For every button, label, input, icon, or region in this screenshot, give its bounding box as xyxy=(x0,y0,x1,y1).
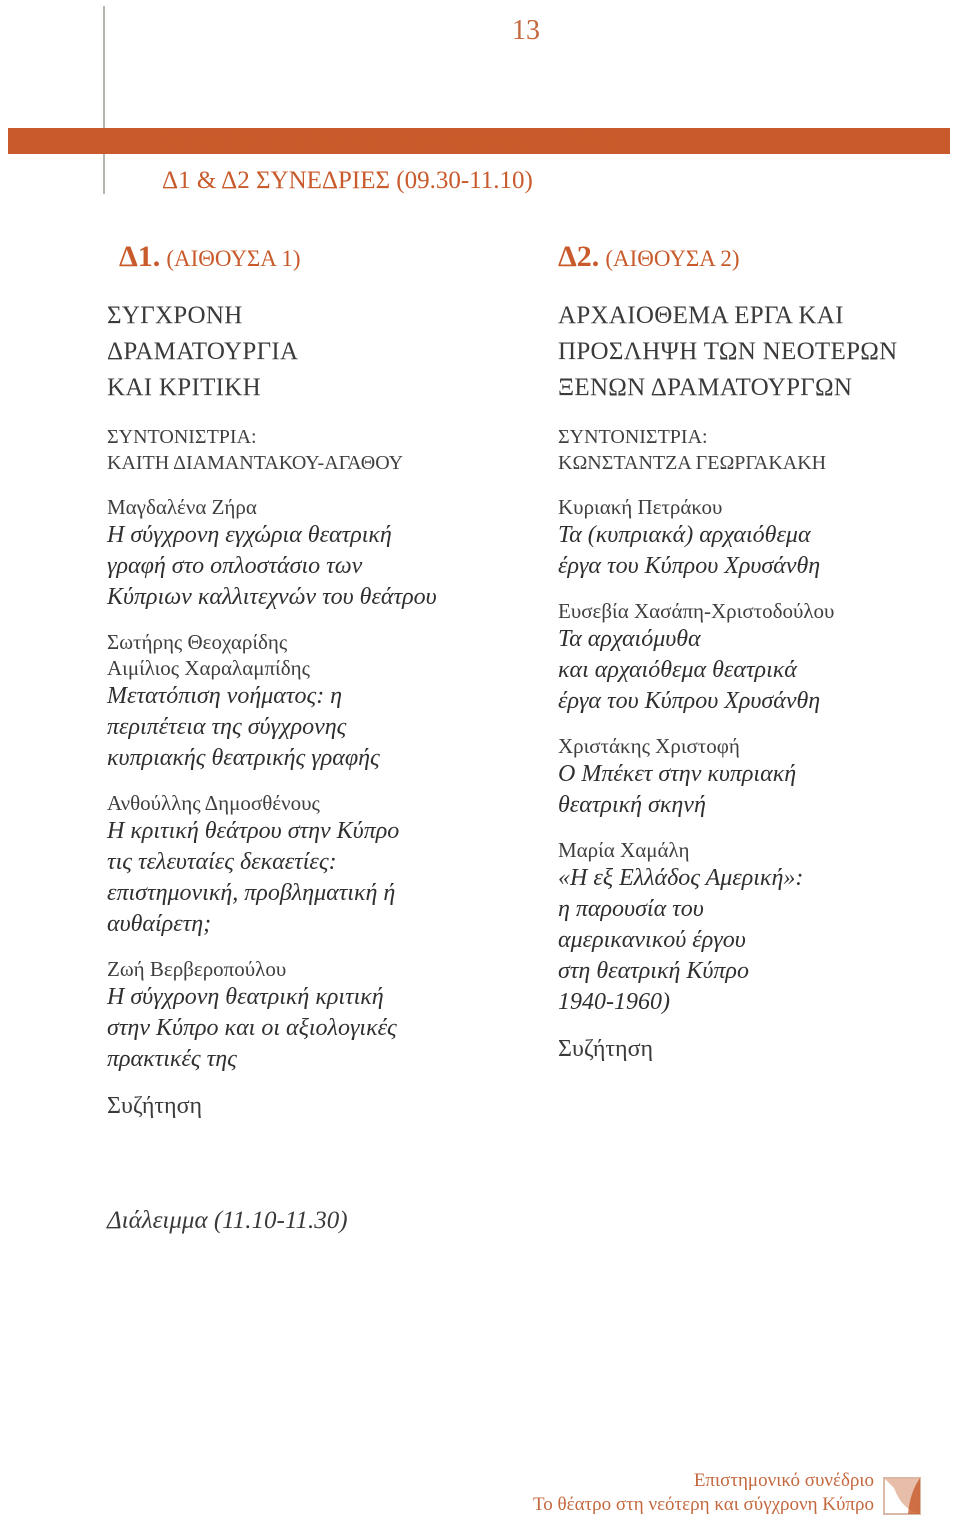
paper-title-line: Η σύγχρονη θεατρική κριτική xyxy=(107,984,384,1010)
speaker-name: Ζωή Βερβεροπούλου xyxy=(107,957,287,981)
theme-line: ΚΑΙ ΚΡΙΤΙΚΗ xyxy=(107,374,261,401)
paper-title-line: Τα αρχαιόμυθα xyxy=(558,626,701,652)
paper-title-line: τις τελευταίες δεκαετίες: xyxy=(107,849,337,875)
paper-title-line: Η σύγχρονη εγχώρια θεατρική xyxy=(107,522,392,548)
theme-line: ΞΕΝΩΝ ΔΡΑΜΑΤΟΥΡΓΩΝ xyxy=(558,374,853,401)
paper-title-line: και αρχαιόθεμα θεατρικά xyxy=(558,657,797,683)
theme-line: ΔΡΑΜΑΤΟΥΡΓΙΑ xyxy=(107,338,299,365)
day-title: 3η ΜΕΡΑ: ΚΥΡΙΑΚΗ, 1 ΝΟΕΜΒΡΙΟΥ 2015 xyxy=(160,127,619,154)
talk-item xyxy=(558,598,958,717)
talk-item xyxy=(107,956,507,1075)
coordinator-label: ΣΥΝΤΟΝΙΣΤΡΙΑ: xyxy=(107,426,257,448)
coordinator-block xyxy=(558,424,958,476)
theme-line: ΠΡΟΣΛΗΨΗ ΤΩΝ ΝΕΟΤΕΡΩΝ xyxy=(558,338,898,365)
paper-title-line: θεατρική σκηνή xyxy=(558,792,706,818)
session-d1-heading xyxy=(119,240,507,274)
paper-title-line: κυπριακής θεατρικής γραφής xyxy=(107,745,380,771)
speaker-name: Ανθούλλης Δημοσθένους xyxy=(107,791,320,815)
paper-title-line: Μετατόπιση νοήματος: η xyxy=(107,683,343,709)
paper-title-line: έργα του Κύπρου Χρυσάνθη xyxy=(558,553,821,579)
coordinator-label: ΣΥΝΤΟΝΙΣΤΡΙΑ: xyxy=(558,426,708,448)
session-theme xyxy=(107,298,507,406)
speaker-name: Ευσεβία Χασάπη-Χριστοδούλου xyxy=(558,599,835,623)
paper-title-line: «Η εξ Ελλάδος Αμερική»: xyxy=(558,865,804,891)
paper-title-line: στη θεατρική Κύπρο xyxy=(558,958,749,984)
paper-title-line: αυθαίρετη; xyxy=(107,911,212,937)
paper-title-line: πρακτικές της xyxy=(107,1046,237,1072)
paper-title-line: αμερικανικού έργου xyxy=(558,927,746,953)
paper-title-line: Ο Μπέκετ στην κυπριακή xyxy=(558,761,797,787)
session-d1-column xyxy=(107,240,507,1121)
footer-conference-label: Επιστημονικό συνέδριο xyxy=(693,1470,874,1491)
speaker-name: Σωτήρης Θεοχαρίδης xyxy=(107,630,288,654)
session-d2-heading xyxy=(558,240,958,274)
paper-title-line: επιστημονική, προβληματική ή xyxy=(107,880,396,906)
coordinator-block xyxy=(107,424,507,476)
paper-title-line: η παρουσία του xyxy=(558,896,704,922)
paper-title-line: γραφή στο οπλοστάσιο των xyxy=(107,553,363,579)
vertical-rule xyxy=(103,6,105,194)
session-d2-column xyxy=(558,240,958,1064)
speaker-name: Κυριακή Πετράκου xyxy=(558,495,723,519)
session-room: (ΑΙΘΟΥΣΑ 2) xyxy=(605,246,740,271)
discussion-label: Συζήτηση xyxy=(107,1093,203,1119)
session-room: (ΑΙΘΟΥΣΑ 1) xyxy=(166,246,301,271)
speaker-name: Χριστάκης Χριστοφή xyxy=(558,734,740,758)
talk-item xyxy=(558,494,958,582)
coordinator-name: ΚΑΙΤΗ ΔΙΑΜΑΝΤΑΚΟΥ-ΑΓΑΘΟΥ xyxy=(107,452,404,474)
footer-conference-title: Το θέατρο στη νεότερη και σύγχρονη Κύπρο xyxy=(532,1494,874,1515)
session-code: Δ2. xyxy=(558,240,600,273)
talk-item xyxy=(107,629,507,774)
break-label: Διάλειμμα (11.10-11.30) xyxy=(107,1207,348,1234)
paper-title-line: έργα του Κύπρου Χρυσάνθη xyxy=(558,688,821,714)
paper-title-line: Κύπριων καλλιτεχνών του θεάτρου xyxy=(107,584,437,610)
paper-title-line: στην Κύπρο και οι αξιολογικές xyxy=(107,1015,397,1041)
sessions-title: Δ1 & Δ2 ΣΥΝΕΔΡΙΕΣ (09.30-11.10) xyxy=(162,167,533,194)
session-theme xyxy=(558,298,958,406)
paper-title-line: Τα (κυπριακά) αρχαιόθεμα xyxy=(558,522,811,548)
paper-title-line: Η κριτική θεάτρου στην Κύπρο xyxy=(107,818,400,844)
paper-title-line: 1940-1960) xyxy=(558,989,670,1015)
page-number: 13 xyxy=(512,15,540,46)
theme-line: ΣΥΓΧΡΟΝΗ xyxy=(107,302,243,329)
session-code: Δ1. xyxy=(119,240,161,273)
speaker-name: Μαγδαλένα Ζήρα xyxy=(107,495,257,519)
speaker-name: Μαρία Χαμάλη xyxy=(558,838,690,862)
talk-item xyxy=(107,494,507,613)
discussion-label: Συζήτηση xyxy=(558,1036,654,1062)
paper-title-line: περιπέτεια της σύγχρονης xyxy=(107,714,347,740)
theatre-logo-icon xyxy=(880,1474,924,1518)
talk-item xyxy=(107,790,507,940)
speaker-name: Αιμίλιος Χαραλαμπίδης xyxy=(107,656,310,680)
talk-item xyxy=(558,733,958,821)
talk-item xyxy=(558,837,958,1018)
theme-line: ΑΡΧΑΙΟΘΕΜΑ ΕΡΓΑ ΚΑΙ xyxy=(558,302,844,329)
coordinator-name: ΚΩΝΣΤΑΝΤΖΑ ΓΕΩΡΓΑΚΑΚΗ xyxy=(558,452,827,474)
